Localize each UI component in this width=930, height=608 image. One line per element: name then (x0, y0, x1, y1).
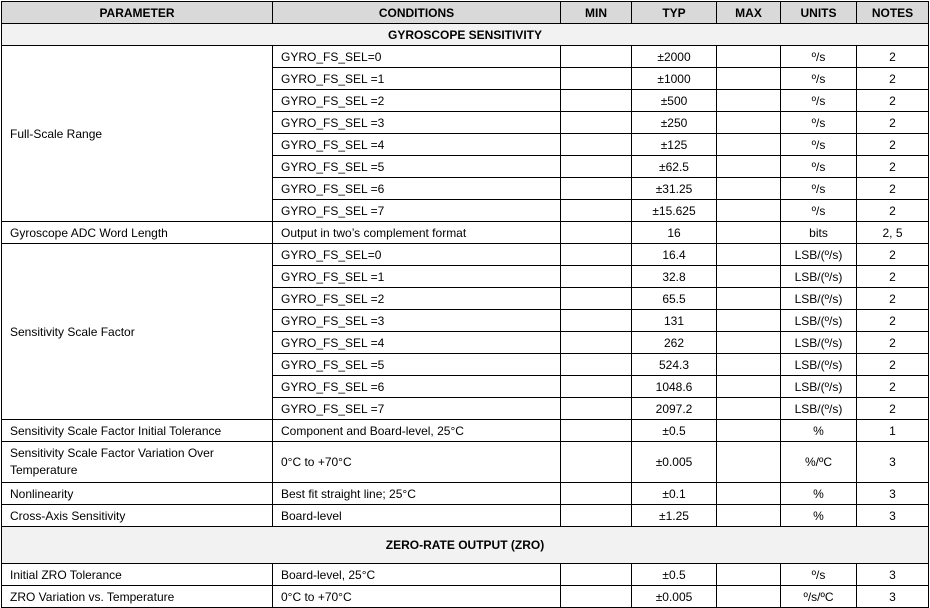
typ-cell: ±0.005 (632, 586, 717, 608)
units-cell: º/s (781, 134, 857, 156)
section-zero-rate-output: ZERO-RATE OUTPUT (ZRO) (2, 527, 929, 564)
min-cell (561, 134, 632, 156)
header-units: UNITS (781, 2, 857, 24)
param-zro-variation-temperature: ZRO Variation vs. Temperature (2, 586, 273, 608)
min-cell (561, 46, 632, 68)
cond-cell: Output in two’s complement format (273, 222, 561, 244)
typ-cell: ±0.5 (632, 564, 717, 586)
cond-cell: GYRO_FS_SEL=0 (273, 46, 561, 68)
notes-cell: 2 (857, 178, 929, 200)
param-adc-word-length: Gyroscope ADC Word Length (2, 222, 273, 244)
notes-cell: 2 (857, 68, 929, 90)
typ-cell: ±0.5 (632, 420, 717, 442)
notes-cell: 1 (857, 420, 929, 442)
cond-cell: GYRO_FS_SEL =3 (273, 112, 561, 134)
notes-cell: 2 (857, 200, 929, 222)
header-min: MIN (561, 2, 632, 24)
min-cell (561, 178, 632, 200)
cond-cell: Board-level, 25°C (273, 564, 561, 586)
param-ssf-initial-tolerance: Sensitivity Scale Factor Initial Tolerance (2, 420, 273, 442)
notes-cell: 2 (857, 332, 929, 354)
cond-cell: GYRO_FS_SEL=0 (273, 244, 561, 266)
notes-cell: 2 (857, 376, 929, 398)
cond-cell: GYRO_FS_SEL =7 (273, 398, 561, 420)
param-cross-axis-sensitivity: Cross-Axis Sensitivity (2, 505, 273, 527)
typ-cell: 32.8 (632, 266, 717, 288)
min-cell (561, 222, 632, 244)
table-row (2, 46, 929, 68)
notes-cell: 3 (857, 483, 929, 505)
table-row (2, 483, 929, 505)
cond-cell: GYRO_FS_SEL =6 (273, 178, 561, 200)
param-ssf-variation-temperature: Sensitivity Scale Factor Variation Over Temperature (2, 442, 273, 483)
units-cell: LSB/(º/s) (781, 266, 857, 288)
typ-cell: ±0.1 (632, 483, 717, 505)
notes-cell: 3 (857, 586, 929, 608)
units-cell: LSB/(º/s) (781, 376, 857, 398)
header-conditions: CONDITIONS (273, 2, 561, 24)
notes-cell: 2 (857, 112, 929, 134)
cond-cell: GYRO_FS_SEL =4 (273, 134, 561, 156)
typ-cell: ±1000 (632, 68, 717, 90)
units-cell: LSB/(º/s) (781, 310, 857, 332)
param-nonlinearity: Nonlinearity (2, 483, 273, 505)
min-cell (561, 420, 632, 442)
min-cell (561, 483, 632, 505)
max-cell (717, 288, 781, 310)
cond-cell: GYRO_FS_SEL =5 (273, 156, 561, 178)
header-notes: NOTES (857, 2, 929, 24)
typ-cell: ±1.25 (632, 505, 717, 527)
notes-cell: 3 (857, 564, 929, 586)
cond-cell: 0°C to +70°C (273, 586, 561, 608)
notes-cell: 2 (857, 46, 929, 68)
typ-cell: 131 (632, 310, 717, 332)
typ-cell: ±500 (632, 90, 717, 112)
notes-cell: 2, 5 (857, 222, 929, 244)
cond-cell: GYRO_FS_SEL =3 (273, 310, 561, 332)
table-row (2, 222, 929, 244)
table-row (2, 442, 929, 483)
min-cell (561, 398, 632, 420)
typ-cell: ±2000 (632, 46, 717, 68)
units-cell: % (781, 505, 857, 527)
max-cell (717, 46, 781, 68)
max-cell (717, 332, 781, 354)
notes-cell: 2 (857, 288, 929, 310)
units-cell: º/s (781, 178, 857, 200)
units-cell: LSB/(º/s) (781, 288, 857, 310)
table-row (2, 420, 929, 442)
gyroscope-spec-table (1, 1, 929, 608)
units-cell: LSB/(º/s) (781, 332, 857, 354)
units-cell: % (781, 420, 857, 442)
units-cell: º/s (781, 156, 857, 178)
param-sensitivity-scale-factor: Sensitivity Scale Factor (2, 244, 273, 420)
cond-cell: GYRO_FS_SEL =2 (273, 90, 561, 112)
notes-cell: 2 (857, 156, 929, 178)
min-cell (561, 288, 632, 310)
max-cell (717, 266, 781, 288)
notes-cell: 2 (857, 354, 929, 376)
section-gyroscope-sensitivity: GYROSCOPE SENSITIVITY (2, 24, 929, 46)
min-cell (561, 266, 632, 288)
units-cell: bits (781, 222, 857, 244)
notes-cell: 2 (857, 90, 929, 112)
units-cell: %/ºC (781, 442, 857, 483)
section-row (2, 527, 929, 564)
max-cell (717, 134, 781, 156)
max-cell (717, 376, 781, 398)
typ-cell: ±250 (632, 112, 717, 134)
cond-cell: GYRO_FS_SEL =6 (273, 376, 561, 398)
max-cell (717, 200, 781, 222)
min-cell (561, 442, 632, 483)
min-cell (561, 112, 632, 134)
max-cell (717, 442, 781, 483)
cond-cell: 0°C to +70°C (273, 442, 561, 483)
units-cell: % (781, 483, 857, 505)
header-parameter: PARAMETER (2, 2, 273, 24)
cond-cell: Best fit straight line; 25°C (273, 483, 561, 505)
param-initial-zro-tolerance: Initial ZRO Tolerance (2, 564, 273, 586)
typ-cell: ±15.625 (632, 200, 717, 222)
typ-cell: ±0.005 (632, 442, 717, 483)
max-cell (717, 310, 781, 332)
notes-cell: 2 (857, 398, 929, 420)
param-full-scale-range: Full-Scale Range (2, 46, 273, 222)
table-row (2, 505, 929, 527)
notes-cell: 2 (857, 310, 929, 332)
units-cell: LSB/(º/s) (781, 398, 857, 420)
cond-cell: GYRO_FS_SEL =4 (273, 332, 561, 354)
units-cell: º/s (781, 46, 857, 68)
min-cell (561, 244, 632, 266)
cond-cell: GYRO_FS_SEL =5 (273, 354, 561, 376)
max-cell (717, 90, 781, 112)
units-cell: º/s (781, 200, 857, 222)
notes-cell: 2 (857, 266, 929, 288)
notes-cell: 3 (857, 442, 929, 483)
units-cell: º/s (781, 68, 857, 90)
min-cell (561, 90, 632, 112)
typ-cell: ±62.5 (632, 156, 717, 178)
min-cell (561, 200, 632, 222)
typ-cell: ±31.25 (632, 178, 717, 200)
max-cell (717, 178, 781, 200)
typ-cell: 1048.6 (632, 376, 717, 398)
table-row (2, 244, 929, 266)
max-cell (717, 112, 781, 134)
notes-cell: 3 (857, 505, 929, 527)
max-cell (717, 354, 781, 376)
table-row (2, 564, 929, 586)
section-row (2, 24, 929, 46)
min-cell (561, 68, 632, 90)
units-cell: LSB/(º/s) (781, 244, 857, 266)
cond-cell: GYRO_FS_SEL =1 (273, 266, 561, 288)
min-cell (561, 376, 632, 398)
units-cell: º/s/ºC (781, 586, 857, 608)
header-max: MAX (717, 2, 781, 24)
max-cell (717, 483, 781, 505)
typ-cell: 2097.2 (632, 398, 717, 420)
typ-cell: 16.4 (632, 244, 717, 266)
notes-cell: 2 (857, 244, 929, 266)
max-cell (717, 156, 781, 178)
cond-cell: GYRO_FS_SEL =1 (273, 68, 561, 90)
cond-cell: Board-level (273, 505, 561, 527)
units-cell: º/s (781, 90, 857, 112)
min-cell (561, 332, 632, 354)
min-cell (561, 310, 632, 332)
typ-cell: 262 (632, 332, 717, 354)
units-cell: º/s (781, 564, 857, 586)
min-cell (561, 586, 632, 608)
min-cell (561, 156, 632, 178)
header-typ: TYP (632, 2, 717, 24)
typ-cell: 65.5 (632, 288, 717, 310)
max-cell (717, 586, 781, 608)
max-cell (717, 244, 781, 266)
cond-cell: GYRO_FS_SEL =2 (273, 288, 561, 310)
cond-cell: GYRO_FS_SEL =7 (273, 200, 561, 222)
table-row (2, 586, 929, 608)
max-cell (717, 222, 781, 244)
max-cell (717, 564, 781, 586)
units-cell: LSB/(º/s) (781, 354, 857, 376)
header-row (2, 2, 929, 24)
max-cell (717, 68, 781, 90)
min-cell (561, 354, 632, 376)
typ-cell: 524.3 (632, 354, 717, 376)
typ-cell: 16 (632, 222, 717, 244)
cond-cell: Component and Board-level, 25°C (273, 420, 561, 442)
max-cell (717, 420, 781, 442)
typ-cell: ±125 (632, 134, 717, 156)
min-cell (561, 564, 632, 586)
min-cell (561, 505, 632, 527)
units-cell: º/s (781, 112, 857, 134)
notes-cell: 2 (857, 134, 929, 156)
max-cell (717, 505, 781, 527)
max-cell (717, 398, 781, 420)
